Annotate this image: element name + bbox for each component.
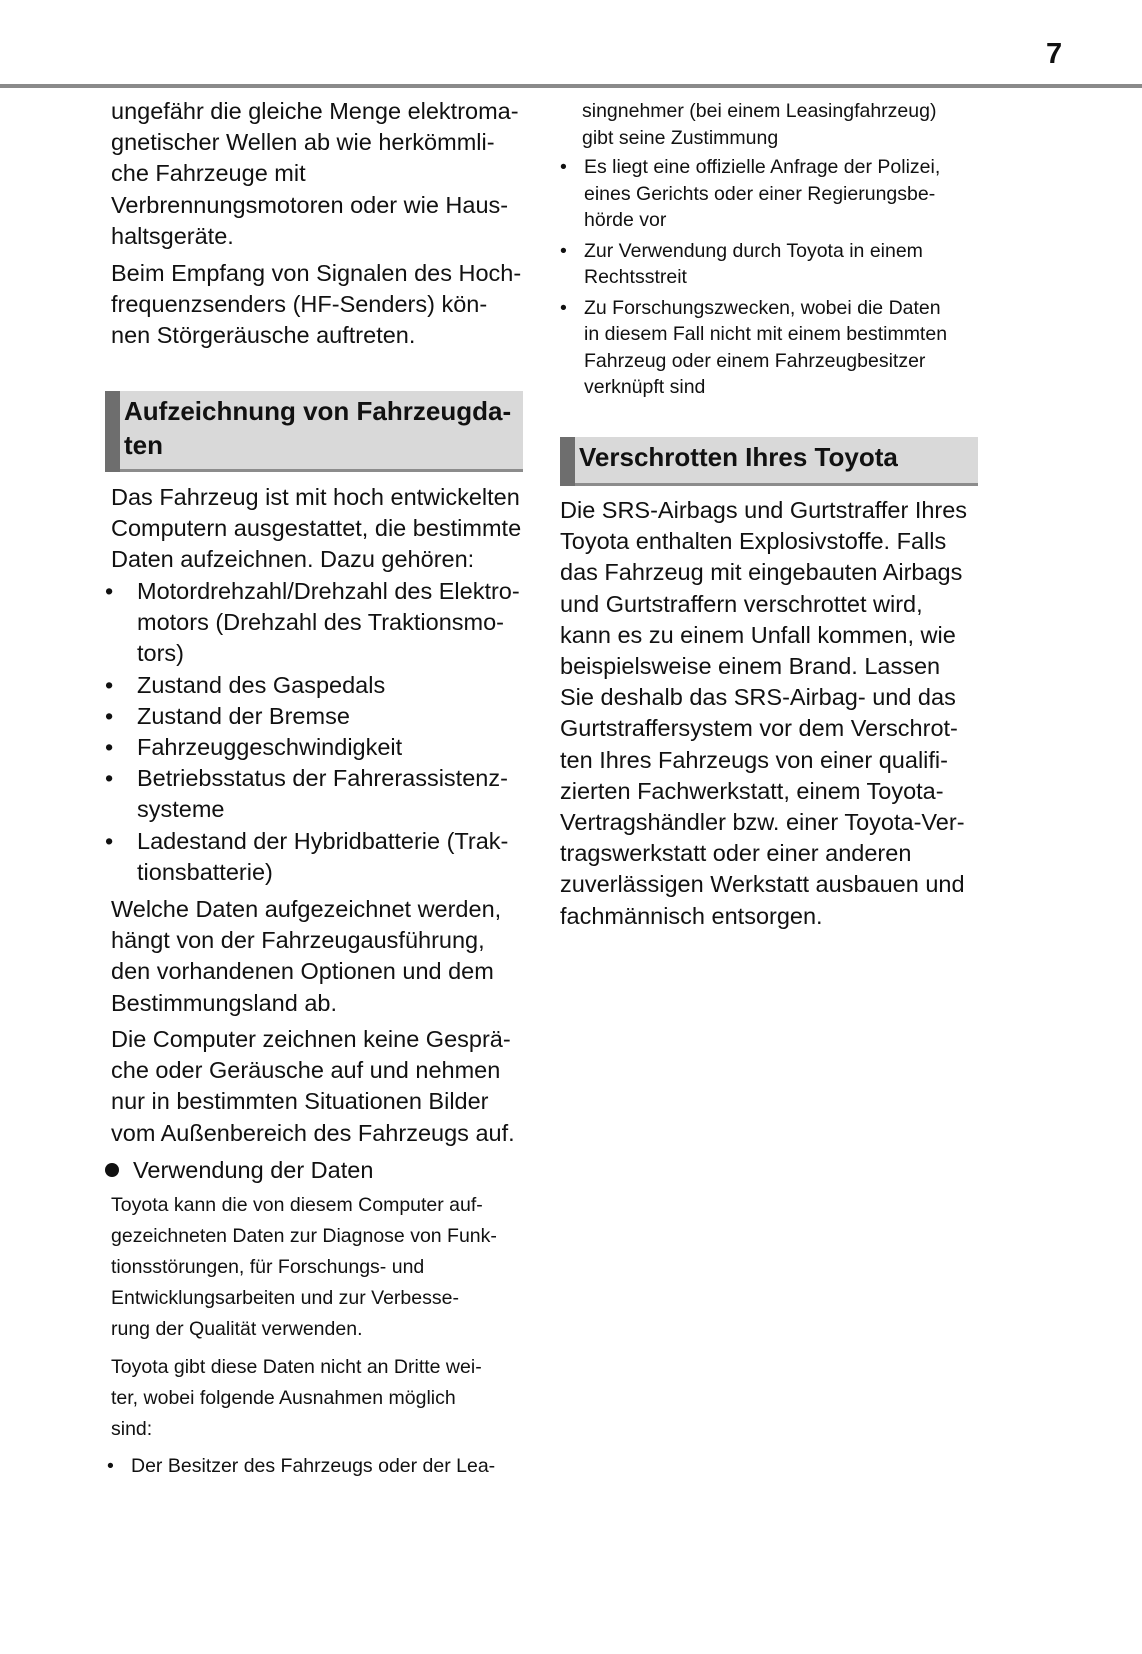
list-item: [105, 576, 545, 670]
text-line: ungefähr die gleiche Menge elektroma-: [111, 98, 519, 124]
bullet-icon: •: [105, 578, 114, 604]
bullet-icon: •: [105, 671, 114, 698]
list-item: [105, 670, 545, 701]
subheading-text: Verwendung der Daten: [133, 1157, 374, 1183]
bullet-icon: •: [105, 827, 114, 854]
list-item: [107, 1451, 495, 1482]
heading-bar: [560, 437, 575, 486]
text-line: Das Fahrzeug ist mit hoch entwickelten: [111, 484, 520, 510]
list-item: [560, 154, 947, 234]
text-line: Vertragshändler bzw. einer Toyota-Ver-: [560, 809, 965, 836]
text-line: tionsbatterie): [137, 858, 273, 885]
text-line: Ladestand der Hybridbatterie (Trak-: [137, 827, 509, 854]
text-line: Rechtsstreit: [584, 266, 687, 288]
small-paragraph-continued: [582, 98, 936, 151]
paragraph: [111, 482, 551, 576]
text-line: Toyota kann die von diesem Computer auf-: [111, 1194, 483, 1216]
small-paragraph: [111, 1190, 551, 1345]
paragraph: [111, 1024, 551, 1149]
small-paragraph: [111, 1352, 551, 1445]
text-line: tors): [137, 640, 184, 667]
text-line: systeme: [137, 796, 225, 823]
text-line: ten Ihres Fahrzeugs von einer qualifi-: [560, 746, 948, 773]
text-line: in diesem Fall nicht mit einem bestimmten: [584, 323, 948, 345]
text-line: Aufzeichnung von Fahrzeugda-: [124, 396, 512, 426]
small-bullet-list: [107, 1451, 495, 1482]
bullet-icon: •: [105, 765, 114, 792]
list-item: [560, 238, 947, 291]
list-item: [560, 295, 947, 401]
page-number: 7: [1046, 38, 1063, 70]
text-line: che Fahrzeuge mit: [111, 160, 306, 187]
text-line: Zustand des Gaspedals: [137, 671, 386, 698]
text-line: Beim Empfang von Signalen des Hoch-: [111, 260, 522, 286]
text-line: Computern ausgestattet, die bestimmte: [111, 515, 522, 542]
text-line: Verbrennungsmotoren oder wie Haus-: [111, 191, 509, 218]
text-line: das Fahrzeug mit eingebauten Airbags: [560, 559, 963, 586]
heading-text: [124, 394, 511, 462]
text-line: hängt von der Fahrzeugausführung,: [111, 927, 485, 954]
text-line: Entwicklungsarbeiten und zur Verbesse-: [111, 1287, 459, 1309]
list-item: [105, 701, 545, 732]
text-line: Fahrzeuggeschwindigkeit: [137, 734, 403, 761]
section-heading-aufzeichnung: [105, 391, 523, 472]
text-line: Toyota enthalten Explosivstoffe. Falls: [560, 528, 947, 555]
text-line: tragswerkstatt oder einer anderen: [560, 840, 912, 867]
text-line: Motordrehzahl/Drehzahl des Elektro-: [137, 578, 520, 604]
list-item: [105, 732, 545, 763]
header-rule: [0, 84, 1142, 88]
text-line: che oder Geräusche auf und nehmen: [111, 1057, 501, 1084]
list-item: [105, 826, 545, 888]
bullet-icon: •: [107, 1455, 114, 1477]
text-line: vom Außenbereich des Fahrzeugs auf.: [111, 1119, 515, 1146]
text-line: sind:: [111, 1418, 153, 1440]
text-line: gibt seine Zustimmung: [582, 126, 779, 149]
text-line: Bestimmungsland ab.: [111, 989, 337, 1016]
paragraph: [111, 96, 551, 252]
text-line: Zustand der Bremse: [137, 702, 350, 729]
heading-bar: [105, 391, 120, 472]
text-line: Es liegt eine offizielle Anfrage der Polizei,: [584, 156, 941, 178]
text-line: verknüpft sind: [584, 376, 706, 398]
text-line: gnetischer Wellen ab wie herkömmli-: [111, 129, 495, 156]
text-line: Toyota gibt diese Daten nicht an Dritte wei-: [111, 1356, 482, 1378]
text-line: Fahrzeug oder einem Fahrzeugbesitzer: [584, 349, 926, 372]
bullet-list: [105, 576, 545, 888]
text-line: Welche Daten aufgezeichnet werden,: [111, 896, 502, 922]
text-line: Die SRS-Airbags und Gurtstraffer Ihres: [560, 497, 968, 523]
text-line: singnehmer (bei einem Leasingfahrzeug): [582, 100, 937, 122]
bullet-icon: •: [560, 156, 567, 178]
text-line: rung der Qualität verwenden.: [111, 1318, 363, 1340]
text-line: ten: [124, 430, 163, 460]
text-line: den vorhandenen Optionen und dem: [111, 958, 494, 985]
bullet-icon: •: [105, 734, 114, 761]
bullet-icon: •: [105, 702, 114, 729]
paragraph: [111, 894, 551, 1019]
list-item: [105, 763, 545, 825]
text-line: frequenzsenders (HF-Senders) kön-: [111, 291, 488, 318]
text-line: nen Störgeräusche auftreten.: [111, 322, 416, 349]
text-line: zierten Fachwerkstatt, einem Toyota-: [560, 777, 944, 804]
text-line: haltsgeräte.: [111, 222, 234, 249]
text-line: motors (Drehzahl des Traktionsmo-: [137, 609, 504, 636]
subheading-verwendung: [105, 1155, 373, 1186]
text-line: Betriebsstatus der Fahrerassistenz-: [137, 765, 508, 792]
text-line: Die Computer zeichnen keine Gesprä-: [111, 1026, 511, 1052]
text-line: fachmännisch entsorgen.: [560, 902, 823, 929]
text-line: gezeichneten Daten zur Diagnose von Funk-: [111, 1225, 497, 1247]
text-line: nur in bestimmten Situationen Bilder: [111, 1088, 489, 1115]
paragraph: [111, 258, 551, 352]
text-line: beispielsweise einem Brand. Lassen: [560, 653, 941, 680]
text-line: kann es zu einem Unfall kommen, wie: [560, 621, 956, 648]
text-line: Verschrotten Ihres Toyota: [579, 442, 898, 472]
bullet-icon: •: [560, 296, 567, 319]
bullet-icon: •: [560, 239, 567, 262]
text-line: tionsstörungen, für Forschungs- und: [111, 1256, 425, 1278]
filled-circle-icon: [105, 1163, 119, 1177]
text-line: und Gurtstraffern verschrottet wird,: [560, 590, 923, 617]
text-line: Der Besitzer des Fahrzeugs oder der Lea-: [131, 1455, 496, 1477]
text-line: hörde vor: [584, 209, 667, 231]
section-heading-verschrotten: [560, 437, 978, 486]
paragraph: [560, 495, 1000, 932]
text-line: eines Gerichts oder einer Regierungsbe-: [584, 182, 936, 205]
small-bullet-list: [560, 154, 947, 405]
text-line: Gurtstraffersystem vor dem Verschrot-: [560, 715, 958, 742]
text-line: zuverlässigen Werkstatt ausbauen und: [560, 871, 965, 898]
text-line: Zu Forschungszwecken, wobei die Daten: [584, 296, 941, 319]
text-line: Daten aufzeichnen. Dazu gehören:: [111, 546, 475, 573]
text-line: Zur Verwendung durch Toyota in einem: [584, 239, 923, 262]
text-line: Sie deshalb das SRS-Airbag- und das: [560, 684, 956, 711]
heading-text: [579, 440, 898, 474]
text-line: ter, wobei folgende Ausnahmen möglich: [111, 1387, 456, 1409]
